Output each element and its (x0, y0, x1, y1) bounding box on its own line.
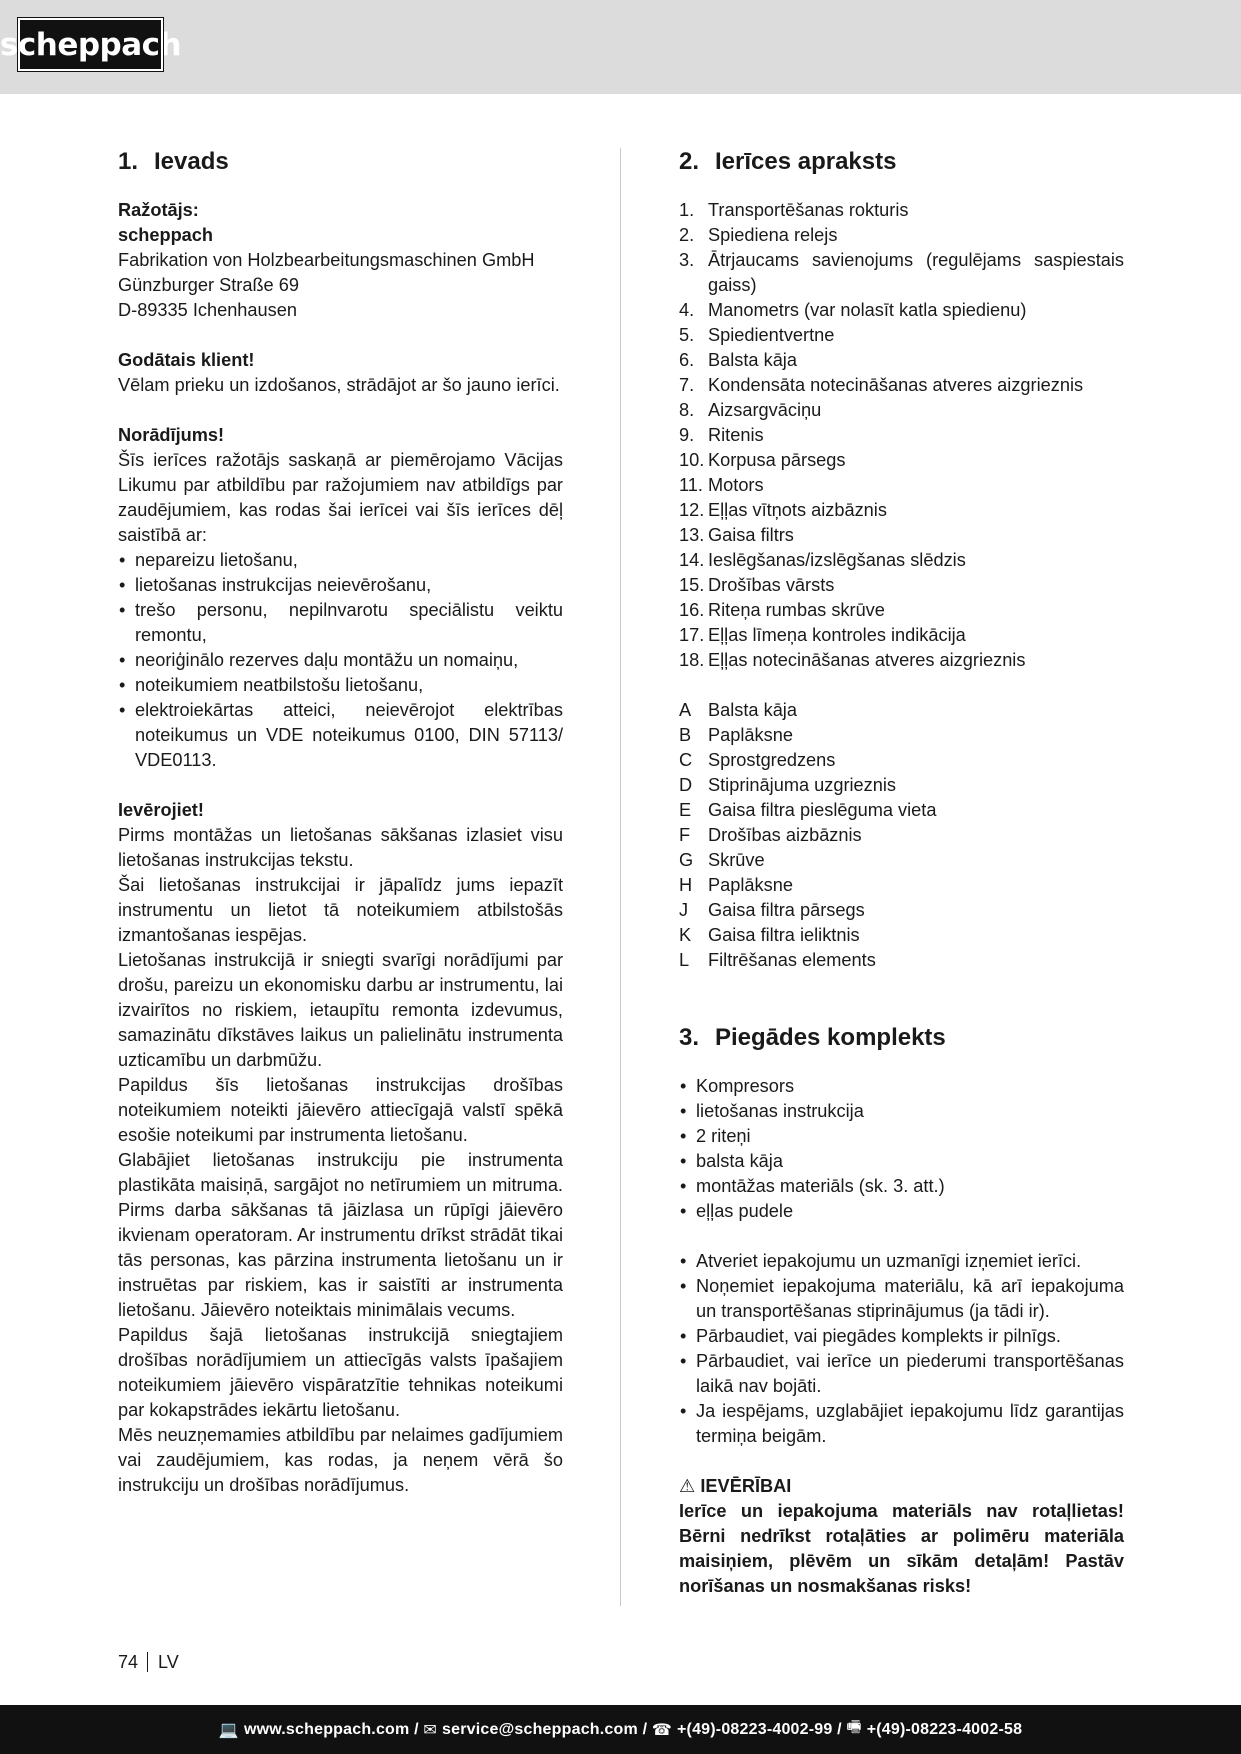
note-title: Norādījums! (118, 425, 225, 445)
list-item-text: Riteņa rumbas skrūve (708, 600, 885, 620)
footer-email[interactable]: service@scheppach.com (442, 1720, 638, 1738)
list-item: • Atveriet iepakojumu un uzmanīgi izņemiet ierīci. (679, 1249, 1124, 1274)
list-item (679, 623, 1124, 648)
address-line: Günzburger Straße 69 (118, 275, 299, 295)
warning-text: Ierīce un iepakojuma materiāls nav rotaļlietas! Bērni nedrīkst rotaļāties ar polimēru materiāla maisiņiem, plēvēm un sīkām detaļām! Pastāv norīšanas un nosmakšanas risks! (679, 1501, 1124, 1596)
list-item-marker: 11. (679, 475, 703, 495)
list-item-marker: 12. (679, 500, 705, 520)
section-heading-scope (679, 1022, 1124, 1054)
list-item-marker: 13. (679, 525, 705, 545)
list-item-text: Drošības vārsts (708, 575, 835, 595)
list-item-marker: D (679, 775, 693, 795)
footer-website[interactable]: www.scheppach.com (243, 1720, 410, 1738)
list-item (679, 923, 1124, 948)
list-item (679, 948, 1124, 973)
list-item (679, 348, 1124, 373)
list-item-text: Aizsargvāciņu (708, 400, 822, 420)
manufacturer-name: scheppach (118, 225, 214, 245)
section-heading-introduction (118, 146, 563, 178)
list-item (679, 798, 1124, 823)
heading-number: 3. (679, 1024, 700, 1051)
scheppach-logo: scheppach (18, 18, 163, 71)
list-item-text: Korpusa pārsegs (708, 450, 846, 470)
list-item: • 2 riteņi (679, 1124, 1124, 1149)
list-item (679, 548, 1124, 573)
list-item-marker: 1. (679, 200, 695, 220)
heading-text: Ievads (154, 148, 229, 175)
list-item-text: Kondensāta notecināšanas atveres aizgrieznis (708, 375, 1084, 395)
list-item-marker: 15. (679, 575, 705, 595)
list-item-marker: L (679, 950, 690, 970)
list-item: • neoriģinālo rezerves daļu montāžu un nomaiņu, (118, 648, 563, 673)
list-item-text: Balsta kāja (708, 700, 797, 720)
list-item (679, 423, 1124, 448)
list-item-text: Gaisa filtra ieliktnis (708, 925, 860, 945)
mail-icon: ✉ (423, 1721, 438, 1739)
list-item-text: Paplāksne (708, 725, 793, 745)
phone-icon: ☎ (651, 1721, 672, 1739)
left-column (118, 146, 563, 1498)
paragraph: Pirms montāžas un lietošanas sākšanas izlasiet visu lietošanas instrukcijas tekstu. (118, 825, 563, 870)
note-list (118, 548, 563, 773)
list-item (679, 748, 1124, 773)
list-item (679, 223, 1124, 248)
list-item-text: Filtrēšanas elements (708, 950, 876, 970)
list-item-text: Ritenis (708, 425, 764, 445)
list-item: • lietošanas instrukcija (679, 1099, 1124, 1124)
list-item-marker: 4. (679, 300, 695, 320)
heading-text: Ierīces apraksts (715, 148, 897, 175)
list-item: • Kompresors (679, 1074, 1124, 1099)
list-item-marker: E (679, 800, 692, 820)
list-item-text: Stiprinājuma uzgrieznis (708, 775, 897, 795)
list-item-marker: 14. (679, 550, 705, 570)
fax-icon: 🖷 (846, 1719, 862, 1736)
list-item: • balsta kāja (679, 1149, 1124, 1174)
list-item-text: Gaisa filtra pieslēguma vieta (708, 800, 937, 820)
greeting-title: Godātais klient! (118, 350, 255, 370)
letter-parts-list (679, 698, 1124, 973)
list-item-marker: 17. (679, 625, 705, 645)
list-item (679, 898, 1124, 923)
list-item-text: Ātrjaucams savienojums (regulējams saspiestais gaiss) (708, 250, 1124, 295)
heading-number: 1. (118, 148, 139, 175)
list-item: • eļļas pudele (679, 1199, 1124, 1224)
list-item-marker: 16. (679, 600, 705, 620)
heading-number: 2. (679, 148, 700, 175)
list-item-marker: 2. (679, 225, 695, 245)
paragraph: Papildus šīs lietošanas instrukcijas drošības noteikumiem noteikti jāievēro attiecīgajā valstī spēkā esošie noteikumi par instrumenta lietošanu. (118, 1075, 563, 1145)
list-item: • nepareizu lietošanu, (118, 548, 563, 573)
list-item-marker: J (679, 900, 689, 920)
list-item-marker: 18. (679, 650, 705, 670)
list-item (679, 723, 1124, 748)
footer-fax: +(49)-08223-4002-58 (866, 1720, 1023, 1738)
list-item-text: Paplāksne (708, 875, 793, 895)
list-item: • Pārbaudiet, vai ierīce un piederumi transportēšanas laikā nav bojāti. (679, 1349, 1124, 1399)
list-item (679, 873, 1124, 898)
page-number-value: 74 (118, 1652, 139, 1672)
list-item-marker: 10. (679, 450, 705, 470)
paragraph: Lietošanas instrukcijā ir sniegti svarīgi norādījumi par drošu, pareizu un ekonomisku darbu ar instrumentu, lai izvairītos no riskiem, ietaupītu remonta izdevumus, samazinātu dīkstāves laikus un palielinātu instrumenta uzticamību un darbmūžu. (118, 950, 563, 1070)
parts-list (679, 198, 1124, 673)
paragraph: Glabājiet lietošanas instrukciju pie instrumenta plastikāta maisiņā, sargājot no netīrumiem un mitruma. Pirms darba sākšanas tā jāizlasa un rūpīgi jāievēro ikvienam operatoram. Ar instrumentu drīkst strādāt tikai tās personas, kas pārzina instrumenta lietošanu un ir instruētas par riskiem, kas ir saistīti ar instrumenta lietošanu. Jāievēro noteiktais minimālais vecums. (118, 1150, 563, 1320)
list-item-marker: 5. (679, 325, 695, 345)
warning-title (679, 1474, 1124, 1499)
list-item-text: Eļļas vītņots aizbāznis (708, 500, 887, 520)
list-item-text: Ieslēgšanas/izslēgšanas slēdzis (708, 550, 966, 570)
list-item-text: Drošības aizbāznis (708, 825, 862, 845)
right-column (679, 146, 1124, 1599)
greeting-text: Vēlam prieku un izdošanos, strādājot ar šo jauno ierīci. (118, 375, 560, 395)
list-item: • trešo personu, nepilnvarotu speciālistu veiktu remontu, (118, 598, 563, 648)
list-item-marker: A (679, 700, 692, 720)
list-item (679, 398, 1124, 423)
footer-phone: +(49)-08223-4002-99 (677, 1720, 833, 1738)
page-footer: 💻 www.scheppach.com / ✉ service@scheppach.com / ☎ +(49)-08223-4002-99 / 🖷 +(49)-08223-4002-58 (0, 1705, 1241, 1754)
manufacturer-label: Ražotājs: (118, 200, 199, 220)
scope-list (679, 1074, 1124, 1224)
section-heading-description (679, 146, 1124, 178)
list-item-text: Manometrs (var nolasīt katla spiedienu) (708, 300, 1027, 320)
list-item: • noteikumiem neatbilstošu lietošanu, (118, 673, 563, 698)
list-item-marker: G (679, 850, 694, 870)
list-item-text: Balsta kāja (708, 350, 797, 370)
list-item (679, 823, 1124, 848)
list-item-text: Spiediena relejs (708, 225, 838, 245)
list-item (679, 698, 1124, 723)
list-item: • Ja iespējams, uzglabājiet iepakojumu līdz garantijas termiņa beigām. (679, 1399, 1124, 1449)
list-item-marker: H (679, 875, 693, 895)
list-item-text: Spiedientvertne (708, 325, 835, 345)
warning-title-text: IEVĒRĪBAI (700, 1476, 792, 1496)
list-item (679, 773, 1124, 798)
list-item-marker: 9. (679, 425, 695, 445)
list-item: • elektroiekārtas atteici, neievērojot elektrības noteikumus un VDE noteikumus 0100, DIN 57113/ VDE0113. (118, 698, 563, 773)
list-item (679, 598, 1124, 623)
list-item-marker: F (679, 825, 691, 845)
computer-icon: 💻 (218, 1721, 239, 1739)
list-item (679, 323, 1124, 348)
page-header (0, 0, 1241, 94)
warning-icon: ⚠ (679, 1476, 696, 1496)
list-item: • Pārbaudiet, vai piegādes komplekts ir pilnīgs. (679, 1324, 1124, 1349)
list-item-text: Eļļas līmeņa kontroles indikācija (708, 625, 966, 645)
list-item (679, 523, 1124, 548)
list-item (679, 473, 1124, 498)
list-item (679, 373, 1124, 398)
list-item (679, 198, 1124, 223)
list-item-marker: 6. (679, 350, 695, 370)
column-divider (620, 148, 621, 1606)
list-item-marker: 3. (679, 250, 695, 270)
list-item (679, 573, 1124, 598)
list-item-text: Motors (708, 475, 764, 495)
list-item-text: Transportēšanas rokturis (708, 200, 909, 220)
heading-text: Piegādes komplekts (715, 1024, 946, 1051)
list-item (679, 298, 1124, 323)
paragraph: Šai lietošanas instrukcijai ir jāpalīdz jums iepazīt instrumentu un lietot tā noteikumiem atbilstošās izmantošanas iespējas. (118, 875, 563, 945)
list-item: • montāžas materiāls (sk. 3. att.) (679, 1174, 1124, 1199)
paragraph: Mēs neuzņemamies atbildību par nelaimes gadījumiem vai zaudējumiem, kas rodas, ja neņem vērā šo instrukciju un drošības norādījumus. (118, 1425, 563, 1495)
observe-title: Ievērojiet! (118, 800, 204, 820)
list-item-marker: B (679, 725, 692, 745)
list-item (679, 448, 1124, 473)
list-item-text: Skrūve (708, 850, 765, 870)
unpack-list (679, 1249, 1124, 1449)
note-text: Šīs ierīces ražotājs saskaņā ar piemērojamo Vācijas Likumu par atbildību par ražojumiem nav atbildīgs par zaudējumiem, kas rodas šai ierīcei vai šīs ierīces dēļ saistībā ar: (118, 450, 563, 545)
list-item-marker: C (679, 750, 693, 770)
list-item (679, 648, 1124, 673)
list-item-text: Eļļas notecināšanas atveres aizgrieznis (708, 650, 1026, 670)
page-language: LV (158, 1652, 179, 1672)
page-number (118, 1650, 179, 1674)
address-line: Fabrikation von Holzbearbeitungsmaschinen GmbH (118, 250, 535, 270)
list-item-marker: 7. (679, 375, 695, 395)
list-item: • lietošanas instrukcijas neievērošanu, (118, 573, 563, 598)
list-item (679, 498, 1124, 523)
list-item-text: Gaisa filtrs (708, 525, 794, 545)
list-item-text: Gaisa filtra pārsegs (708, 900, 865, 920)
list-item (679, 248, 1124, 298)
list-item-marker: K (679, 925, 692, 945)
address-line: D-89335 Ichenhausen (118, 300, 297, 320)
list-item-marker: 8. (679, 400, 695, 420)
paragraph: Papildus šajā lietošanas instrukcijā sniegtajiem drošības norādījumiem un attiecīgās valsts īpašajiem noteikumiem jāievēro vispāratzītie tehnikas noteikumi par kokapstrādes iekārtu lietošanu. (118, 1325, 563, 1420)
list-item-text: Sprostgredzens (708, 750, 836, 770)
list-item (679, 848, 1124, 873)
list-item: • Noņemiet iepakojuma materiālu, kā arī iepakojuma un transportēšanas stiprinājumus (ja tādi ir). (679, 1274, 1124, 1324)
